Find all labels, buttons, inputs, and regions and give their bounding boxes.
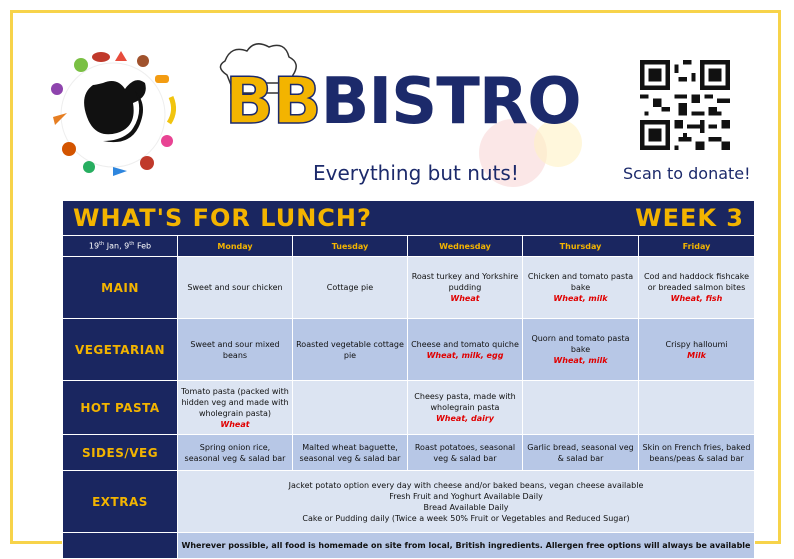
menu-cell — [523, 435, 639, 471]
day-header: Wednesday — [408, 236, 523, 257]
row-label: EXTRAS — [63, 471, 178, 533]
menu-cell — [639, 435, 755, 471]
dish: Sweet and sour chicken — [187, 283, 283, 292]
day-header: Monday — [178, 236, 293, 257]
extras-line: Cake or Pudding daily (Twice a week 50% Fruit or Vegetables and Reduced Sugar) — [302, 513, 630, 523]
menu-cell — [408, 435, 523, 471]
dish: Cottage pie — [326, 283, 374, 292]
menu-poster — [10, 10, 781, 550]
extras-line: Jacket potato option every day with cheese and/or baked beans, vegan cheese available — [288, 480, 644, 490]
lunch-menu-table — [62, 200, 755, 559]
menu-cell — [178, 319, 293, 381]
dish: Crispy halloumi — [665, 339, 728, 349]
allergen-note: Wheat, dairy — [435, 414, 495, 423]
menu-cell — [293, 435, 408, 471]
row-label — [63, 533, 178, 559]
footer-note: Wherever possible, all food is homemade on site from local, British ingredients. Allergen free options will always be available — [178, 533, 755, 559]
menu-row-vegetarian — [63, 319, 755, 381]
menu-cell — [408, 381, 523, 435]
dish: Spring onion rice, seasonal veg & salad bar — [184, 442, 286, 463]
dish: Roast turkey and Yorkshire pudding — [411, 272, 519, 292]
dish: Roasted vegetable cottage pie — [296, 339, 404, 360]
menu-cell — [178, 381, 293, 435]
menu-cell — [178, 435, 293, 471]
menu-cell — [523, 257, 639, 319]
donation-qr-code[interactable] — [640, 60, 730, 150]
dish: Tomato pasta (packed with hidden veg and made with wholegrain pasta) — [181, 386, 289, 418]
menu-cell — [639, 319, 755, 381]
week-dates: 19th Jan, 9th Feb — [63, 236, 178, 257]
dish: Sweet and sour mixed beans — [190, 339, 280, 360]
menu-cell — [639, 257, 755, 319]
menu-cell — [408, 257, 523, 319]
dish: Cod and haddock fishcake or breaded salmon bites — [643, 272, 750, 292]
menu-cell — [639, 381, 755, 435]
allergen-note: Wheat, milk, egg — [426, 350, 504, 360]
row-label: VEGETARIAN — [63, 319, 178, 381]
logo-bb: BB — [225, 65, 321, 139]
donate-label: Scan to donate! — [623, 164, 751, 183]
menu-cell — [408, 319, 523, 381]
allergen-note: Wheat — [220, 419, 250, 429]
dish: Cheesy pasta, made with wholegrain pasta — [414, 392, 516, 412]
header-row — [63, 236, 755, 257]
row-label: MAIN — [63, 257, 178, 319]
row-label: SIDES/VEG — [63, 435, 178, 471]
tagline: Everything but nuts! — [313, 161, 519, 185]
menu-cell — [293, 381, 408, 435]
menu-cell — [523, 319, 639, 381]
extras-line: Bread Available Daily — [423, 502, 509, 512]
row-label: HOT PASTA — [63, 381, 178, 435]
dish: Cheese and tomato quiche — [411, 339, 519, 349]
allergen-note: Wheat, milk — [553, 356, 608, 365]
menu-row-extras — [63, 471, 755, 533]
allergen-note: Wheat, milk — [553, 294, 608, 303]
logo-bistro: BISTRO — [320, 65, 581, 139]
menu-cell — [293, 257, 408, 319]
menu-banner — [63, 201, 755, 236]
dish: Garlic bread, seasonal veg & salad bar — [527, 442, 634, 463]
menu-cell — [293, 319, 408, 381]
day-header: Friday — [639, 236, 755, 257]
allergen-note: Wheat — [450, 294, 480, 303]
day-header: Tuesday — [293, 236, 408, 257]
dish: Skin on French fries, baked beans/peas & salad bar — [642, 442, 751, 463]
bb-bistro-logo — [225, 65, 581, 139]
menu-row-hot-pasta — [63, 381, 755, 435]
allergen-note: Wheat, fish — [670, 294, 723, 303]
extras-line: Fresh Fruit and Yoghurt Available Daily — [389, 491, 543, 501]
dish: Roast potatoes, seasonal veg & salad bar — [414, 442, 516, 463]
menu-row-sides — [63, 435, 755, 471]
squirrel-food-wreath-logo — [43, 45, 183, 185]
menu-row-main — [63, 257, 755, 319]
menu-cell — [523, 381, 639, 435]
menu-title: WHAT'S FOR LUNCH? — [73, 204, 372, 232]
dish: Chicken and tomato pasta bake — [527, 272, 634, 292]
week-label: WEEK 3 — [635, 204, 745, 232]
allergen-note: Milk — [687, 350, 706, 360]
menu-row-footer — [63, 533, 755, 559]
dish: Quorn and tomato pasta bake — [531, 334, 630, 354]
dish: Malted wheat baguette, seasonal veg & salad bar — [299, 442, 401, 463]
day-header: Thursday — [523, 236, 639, 257]
extras-cell — [178, 471, 755, 533]
menu-cell — [178, 257, 293, 319]
